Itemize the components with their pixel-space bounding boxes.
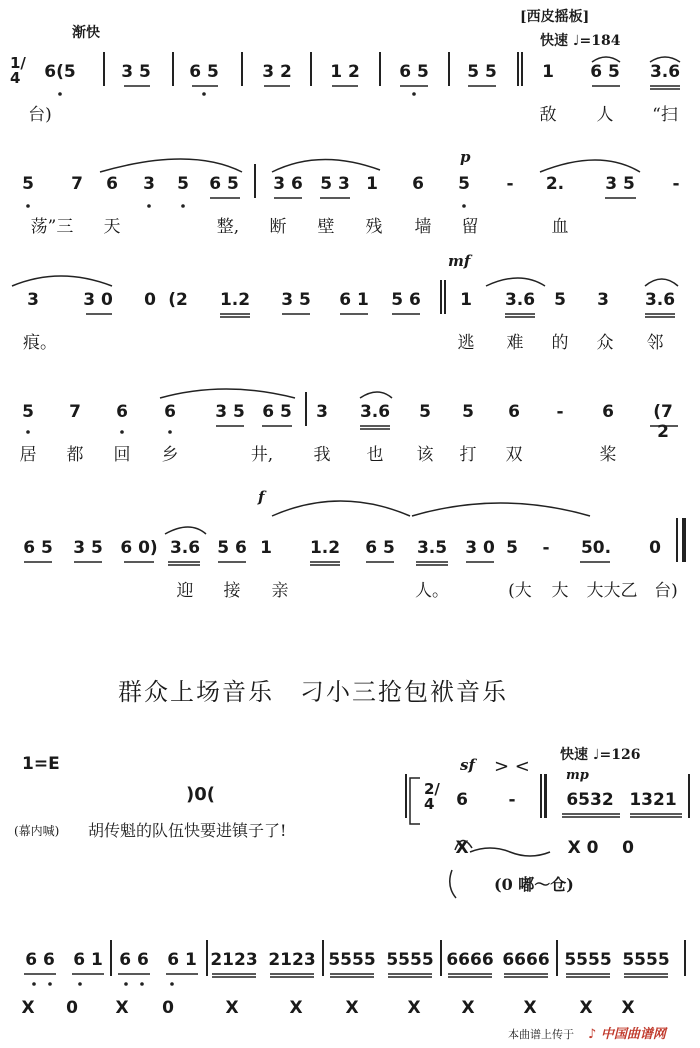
note: - xyxy=(556,402,564,422)
notes-row xyxy=(0,290,700,320)
barline xyxy=(172,52,174,86)
section-label: [西皮摇板] xyxy=(520,9,590,25)
barline xyxy=(517,52,519,86)
lyric: 台) xyxy=(654,581,678,601)
note: 3 xyxy=(316,402,328,422)
note: 5 xyxy=(419,402,431,422)
tempo-change-mark: 渐快 xyxy=(72,25,100,41)
lyric: 痕。 xyxy=(23,333,57,353)
percussion-note: X xyxy=(579,998,593,1018)
note: 3.6 xyxy=(504,290,536,310)
note: (7 2 xyxy=(653,402,673,442)
lyric: 打 xyxy=(459,445,477,465)
note: 3 6 xyxy=(273,174,303,194)
note: 6 1 xyxy=(339,290,369,310)
note: 3.6 xyxy=(359,402,391,422)
lyric: 留 xyxy=(461,217,479,237)
note: 1 2 xyxy=(330,62,360,82)
tempo-mark: 快速 ♩=126 xyxy=(560,747,641,763)
percussion-note: X xyxy=(115,998,129,1018)
lyric: 该 xyxy=(416,445,434,465)
note: 6 0) xyxy=(120,538,158,558)
lyric: 残 xyxy=(365,217,383,237)
barline xyxy=(322,940,324,976)
note: 5 xyxy=(554,290,566,310)
note: 1 xyxy=(366,174,378,194)
note: 5555 xyxy=(564,950,612,970)
note: 5 xyxy=(177,174,189,194)
percussion-note: X xyxy=(289,998,303,1018)
lyric: 迎 xyxy=(176,581,194,601)
note: 3.6 xyxy=(649,62,681,82)
barline xyxy=(540,774,542,818)
note: 6 5 xyxy=(189,62,219,82)
note: 6 5 xyxy=(399,62,429,82)
spoken-line: 胡传魁的队伍快要进镇子了! xyxy=(88,821,287,840)
note: 7 xyxy=(69,402,81,422)
barline xyxy=(544,774,547,818)
note: 6 xyxy=(508,402,520,422)
note: 6 5 xyxy=(23,538,53,558)
percussion-note: X xyxy=(225,998,239,1018)
note: 6 xyxy=(412,174,424,194)
note: 6(5 xyxy=(44,62,76,82)
note: 6 5 xyxy=(365,538,395,558)
lyric: 难 xyxy=(506,333,524,353)
note: 50. xyxy=(580,538,612,558)
barline xyxy=(310,52,312,86)
note: 6 6 xyxy=(119,950,149,970)
note: 5 xyxy=(22,174,34,194)
note: 6666 xyxy=(446,950,494,970)
barline xyxy=(254,164,256,198)
note: 3 0 xyxy=(465,538,495,558)
note: - xyxy=(508,790,516,810)
barline xyxy=(440,940,442,976)
percussion-note: X xyxy=(21,998,35,1018)
lyric: 人 xyxy=(596,105,614,125)
barline xyxy=(379,52,381,86)
note: 1 xyxy=(542,62,554,82)
note: 6 xyxy=(116,402,128,422)
percussion-note: X xyxy=(461,998,475,1018)
lyric: 整, xyxy=(216,217,240,237)
note: 6666 xyxy=(502,950,550,970)
barline xyxy=(305,392,307,426)
percussion-note: X xyxy=(345,998,359,1018)
lyric: 乡 xyxy=(161,445,179,465)
barline xyxy=(405,774,407,818)
lyric: “扫 xyxy=(652,105,678,125)
note: 3 0 xyxy=(83,290,113,310)
note: - xyxy=(672,174,680,194)
site-name: 中国曲谱网 xyxy=(600,1027,666,1042)
barline xyxy=(241,52,243,86)
note: 6 xyxy=(456,790,468,810)
note: - xyxy=(506,174,514,194)
note: 3.6 xyxy=(644,290,676,310)
note: 5 xyxy=(458,174,470,194)
percussion-note: X xyxy=(621,998,635,1018)
site-logo xyxy=(588,1023,666,1042)
stage-direction: (幕内喊) xyxy=(14,824,60,838)
note: 3.5 xyxy=(416,538,448,558)
barline xyxy=(688,774,690,818)
lyric: 亲 xyxy=(271,581,289,601)
lyric: 接 xyxy=(223,581,241,601)
note: 5 xyxy=(506,538,518,558)
lyrics-row xyxy=(0,580,700,610)
percussion-note: X xyxy=(407,998,421,1018)
note: 6 5 xyxy=(590,62,620,82)
notes-row xyxy=(0,174,700,204)
lyric: 台) xyxy=(28,105,52,125)
lyrics-row xyxy=(0,444,700,474)
note: 3.6 xyxy=(169,538,201,558)
note: 6 1 xyxy=(167,950,197,970)
notes-row xyxy=(0,538,700,568)
note: 5555 xyxy=(622,950,670,970)
dynamic-mark: p xyxy=(460,148,471,166)
dynamic-mark: f xyxy=(258,488,265,506)
notes-row xyxy=(0,62,700,92)
percussion-note: X xyxy=(523,998,537,1018)
dynamic-mark: mf xyxy=(448,252,471,270)
percussion-vocal: (0 嘟～仓) xyxy=(494,875,574,894)
lyric: 大大乙 xyxy=(586,581,638,601)
lyric: 大 xyxy=(551,581,569,601)
barline xyxy=(110,940,112,976)
note: 3 xyxy=(597,290,609,310)
note: 5 6 xyxy=(391,290,421,310)
lyric: 断 xyxy=(269,217,287,237)
barline xyxy=(676,518,678,562)
lyric: (大 xyxy=(508,581,532,601)
note: 1321 xyxy=(629,790,677,810)
barline xyxy=(521,52,523,86)
lyric: 我 xyxy=(313,445,331,465)
barline xyxy=(206,940,208,976)
note: 6 5 xyxy=(209,174,239,194)
dynamic-mark: sf xyxy=(460,756,475,774)
rest-marker: )0( xyxy=(186,784,215,805)
section-title: 群众上场音乐 刁小三抢包袱音乐 xyxy=(118,678,508,706)
note: 3 5 xyxy=(73,538,103,558)
percussion-note: X xyxy=(455,838,469,858)
note: 3 2 xyxy=(262,62,292,82)
lyric: 的 xyxy=(551,333,569,353)
tempo-mark: 快速 ♩=184 xyxy=(540,33,621,49)
barline xyxy=(682,518,686,562)
note: 1 xyxy=(260,538,272,558)
note: 7 xyxy=(71,174,83,194)
note: 1 xyxy=(460,290,472,310)
note: 1.2 xyxy=(219,290,251,310)
note: 6 xyxy=(602,402,614,422)
note: 6 5 xyxy=(262,402,292,422)
lyric: 墙 xyxy=(414,217,432,237)
note: 6 xyxy=(164,402,176,422)
lyrics-row xyxy=(0,216,700,246)
note: 6 xyxy=(106,174,118,194)
note: (2 xyxy=(168,290,188,310)
note: 0 xyxy=(144,290,156,310)
percussion-note: 0 xyxy=(622,838,634,858)
site-icon: ♪ xyxy=(588,1027,597,1042)
note: 5 xyxy=(462,402,474,422)
lyric: 壁 xyxy=(317,217,335,237)
lyric: 天 xyxy=(103,217,121,237)
note: 1.2 xyxy=(309,538,341,558)
note: 3 xyxy=(143,174,155,194)
note: 3 5 xyxy=(605,174,635,194)
lyrics-row xyxy=(0,332,700,362)
upload-note: 本曲谱上传于 xyxy=(508,1028,574,1041)
percussion-note: X 0 xyxy=(567,838,599,858)
note: 3 xyxy=(27,290,39,310)
notes-row xyxy=(0,402,700,442)
dynamic-mark: mp xyxy=(566,768,589,783)
lyric: 逃 xyxy=(457,333,475,353)
note: 6 1 xyxy=(73,950,103,970)
time-signature: 2/4 xyxy=(424,780,440,813)
note: 5 xyxy=(22,402,34,422)
note: - xyxy=(542,538,550,558)
accent-mark: > < xyxy=(494,756,530,777)
note: 5 3 xyxy=(320,174,350,194)
lyric: 井, xyxy=(250,445,274,465)
lyric: 荡”三 xyxy=(30,217,74,237)
note: 6532 xyxy=(566,790,614,810)
note: 2123 xyxy=(268,950,316,970)
time-signature: 1/4 xyxy=(10,54,26,87)
note: 3 5 xyxy=(121,62,151,82)
lyric: 人。 xyxy=(415,581,449,601)
barline xyxy=(684,940,686,976)
lyric: 桨 xyxy=(599,445,617,465)
lyric: 众 xyxy=(596,333,614,353)
note: 3 5 xyxy=(215,402,245,422)
barline xyxy=(103,52,105,86)
lyric: 敌 xyxy=(539,105,557,125)
barline xyxy=(440,280,442,314)
note: 5555 xyxy=(386,950,434,970)
note: 2. xyxy=(545,174,565,194)
lyric: 也 xyxy=(366,445,384,465)
note: 5555 xyxy=(328,950,376,970)
percussion-note: 0 xyxy=(162,998,174,1018)
note: 6 6 xyxy=(25,950,55,970)
lyric: 回 xyxy=(113,445,131,465)
note: 0 xyxy=(649,538,661,558)
lyrics-row xyxy=(0,104,700,134)
lyric: 双 xyxy=(505,445,523,465)
note: 5 6 xyxy=(217,538,247,558)
barline xyxy=(444,280,446,314)
lyric: 血 xyxy=(551,217,569,237)
note: 2123 xyxy=(210,950,258,970)
note: 3 5 xyxy=(281,290,311,310)
barline xyxy=(448,52,450,86)
lyric: 都 xyxy=(66,445,84,465)
key-signature: 1=E xyxy=(22,754,60,774)
percussion-note: 0 xyxy=(66,998,78,1018)
lyric: 邻 xyxy=(646,333,664,353)
lyric: 居 xyxy=(19,445,37,465)
barline xyxy=(556,940,558,976)
note: 5 5 xyxy=(467,62,497,82)
